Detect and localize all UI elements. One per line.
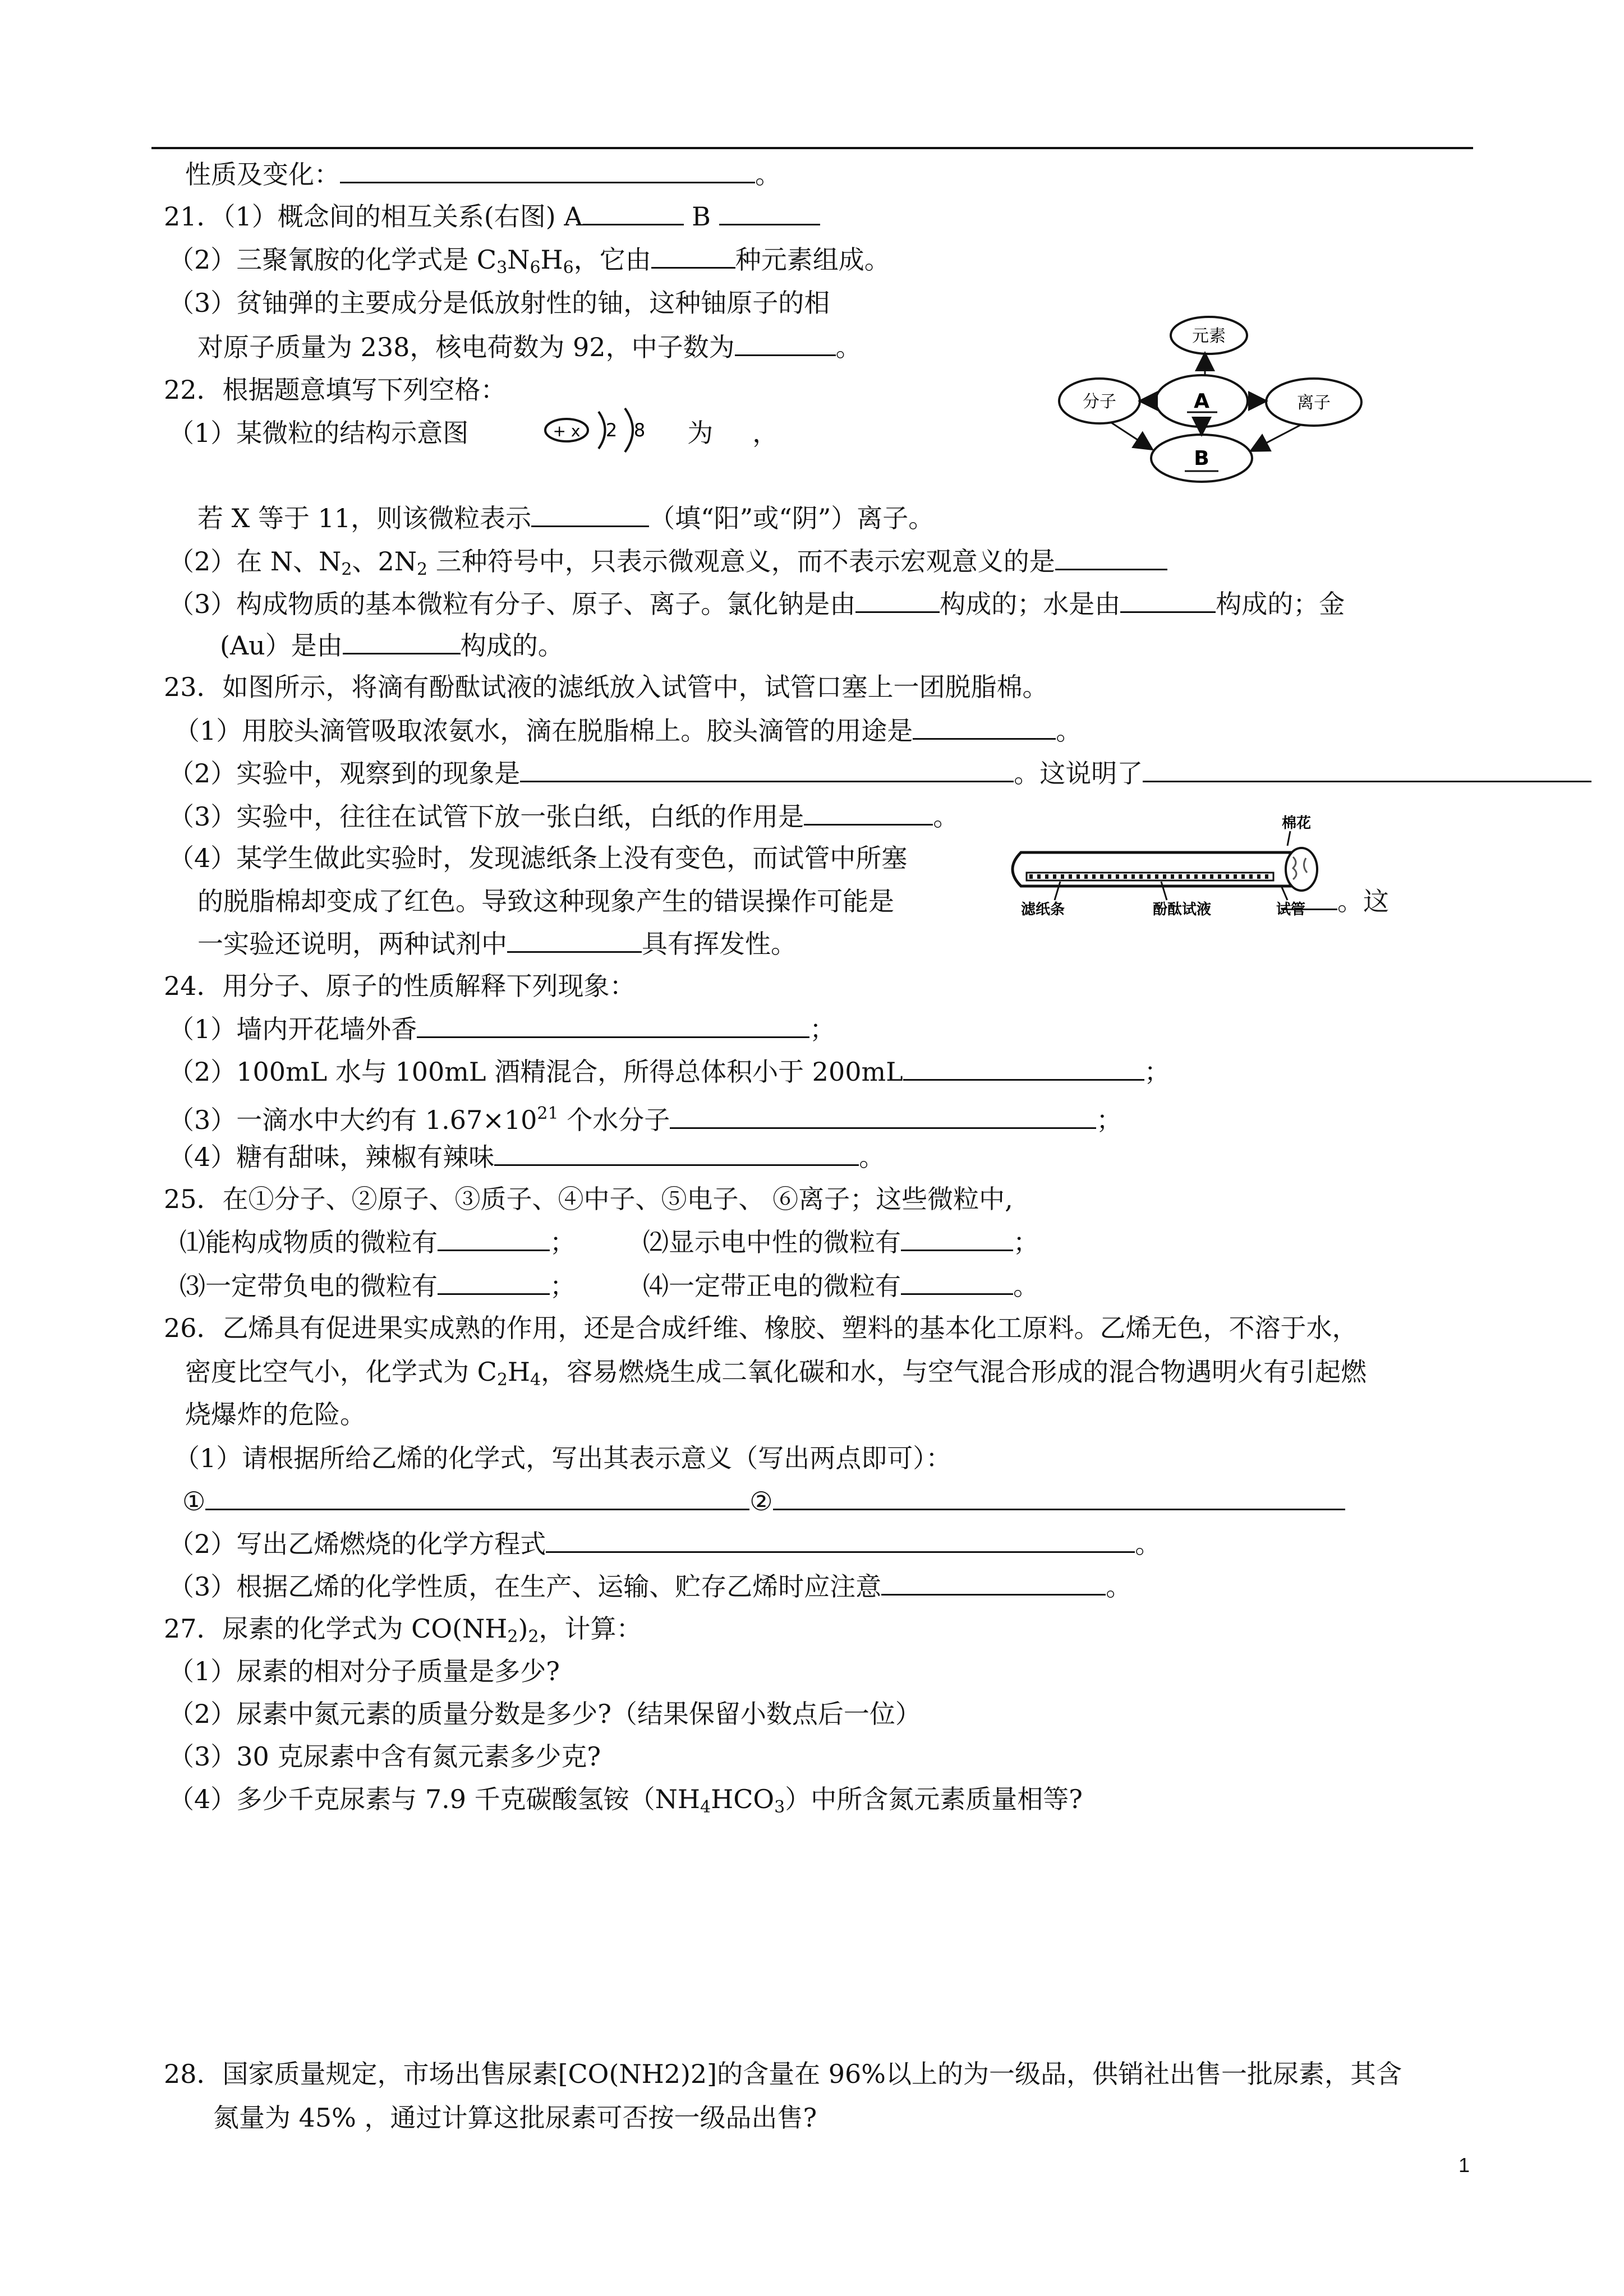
q22-line-1: 22．根据题意填写下列空格：	[164, 375, 507, 405]
concept-diagram	[1055, 311, 1492, 485]
q25-line-2: ⑴能构成物质的微粒有 ； ⑵显示电中性的微粒有 ；	[180, 1225, 1039, 1259]
q22-line-5: （3）构成物质的基本微粒有分子、原子、离子。氯化钠是由 构成的；水是由 构成的；金	[168, 587, 1345, 621]
q22-line-6: (Au）是由 构成的。	[220, 628, 564, 662]
q26-line-6: （2）写出乙烯燃烧的化学方程式 。	[168, 1527, 1161, 1561]
q26-line-5: ① ②	[182, 1484, 1345, 1518]
q28-line-1: 28．国家质量规定，市场出售尿素[CO(NH2)2]的含量在 96%以上的为一级品，供销社出售一批尿素，其含	[164, 2059, 1402, 2089]
q23-line-5: （4）某学生做此实验时，发现滤纸条上没有变色，而试管中所塞	[168, 843, 908, 873]
q23-line-6: 的脱脂棉却变成了红色。导致这种现象产生的错误操作可能是 。这	[197, 884, 1389, 918]
q23-line-3: （2）实验中，观察到的现象是 。这说明了	[168, 756, 1591, 790]
q26-line-1: 26．乙烯具有促进果实成熟的作用，还是合成纤维、橡胶、塑料的基本化工原料。乙烯无色，不溶于水，	[164, 1313, 1358, 1343]
atom-structure-diagram	[540, 405, 674, 455]
q25-line-3: ⑶一定带负电的微粒有 ； ⑷一定带正电的微粒有 。	[180, 1269, 1039, 1303]
q28-line-2: 氮量为 45% ，通过计算这批尿素可否按一级品出售?	[213, 2103, 817, 2133]
shell-1-electrons: 2	[605, 419, 618, 441]
q26-line-3: 烧爆炸的危险。	[185, 1399, 366, 1430]
q23-line-1: 23．如图所示，将滴有酚酞试液的滤纸放入试管中，试管口塞上一团脱脂棉。	[164, 672, 1048, 702]
node-element-label: 元素	[1192, 326, 1226, 346]
node-a-label: A	[1194, 390, 1209, 413]
q20-line: 性质及变化： 。	[185, 157, 781, 191]
q27-line-4: （3）30 克尿素中含有氮元素多少克?	[168, 1741, 601, 1772]
header-rule	[151, 147, 1473, 149]
shell-2-electrons: 8	[633, 419, 646, 441]
page-number: 1	[1459, 2154, 1470, 2177]
q21-line-1: 21．（1）概念间的相互关系(右图) A B	[164, 199, 820, 233]
q22-line-3: 若 X 等于 11，则该微粒表示 （填“阳”或“阴”）离子。	[197, 501, 934, 535]
q27-line-1: 27．尿素的化学式为 $CO(NH_2)_2$，计算：	[164, 1613, 642, 1647]
q21-line-3: （3）贫铀弹的主要成分是低放射性的铀，这种铀原子的相	[168, 288, 830, 318]
tube-label: 试管	[1276, 901, 1306, 918]
q27-line-3: （2）尿素中氮元素的质量分数是多少?（结果保留小数点后一位）	[168, 1699, 921, 1729]
q23-line-4: （3）实验中，往往在试管下放一张白纸，白纸的作用是 。	[168, 799, 959, 833]
q22-line-2: （1）某微粒的结构示意图 为 ，	[168, 418, 779, 448]
q27-line-5: （4）多少千克尿素与 7.9 千克碳酸氢铵$(NH_4HCO_3)$中所含氮元素质量相等?	[168, 1784, 1083, 1817]
q23-line-2: （1）用胶头滴管吸取浓氨水，滴在脱脂棉上。胶头滴管的用途是 。	[174, 713, 1082, 748]
q24-line-4: （3）一滴水中大约有 $1.67\times 10^{21}$ 个水分子 ；	[168, 1104, 1122, 1135]
q21-line-4: 对原子质量为 238，核电荷数为 92，中子数为 。	[197, 330, 862, 364]
q24-line-3: （2）100mL 水与 100mL 酒精混合，所得总体积小于 200mL ；	[168, 1054, 1170, 1089]
q24-line-5: （4）糖有甜味，辣椒有辣味 。	[168, 1140, 885, 1174]
q24-line-2: （1）墙内开花墙外香 ；	[168, 1012, 835, 1046]
cotton-label: 棉花	[1282, 815, 1312, 832]
q21-line-2: （2）三聚氰胺的化学式是 $C_3N_6H_6$，它由 种元素组成。	[168, 242, 890, 285]
q27-line-2: （1）尿素的相对分子质量是多少?	[168, 1656, 560, 1686]
test-tube-diagram	[999, 808, 1346, 931]
nucleus-label: + x	[553, 422, 581, 440]
q24-line-1: 24．用分子、原子的性质解释下列现象：	[164, 971, 636, 1001]
node-molecule-label: 分子	[1083, 392, 1116, 412]
reagent-label: 酚酞试液	[1153, 901, 1212, 918]
q23-line-7: 一实验还说明，两种试剂中 具有挥发性。	[197, 926, 797, 961]
q26-line-4: （1）请根据所给乙烯的化学式，写出其表示意义（写出两点即可）：	[174, 1443, 952, 1473]
node-b-label: B	[1194, 447, 1209, 470]
q26-line-7: （3）根据乙烯的化学性质，在生产、运输、贮存乙烯时应注意 。	[168, 1569, 1131, 1603]
q26-line-2: 密度比空气小，化学式为 $C_2H_4$，容易燃烧生成二氧化碳和水，与空气混合形成的混合物遇明火有引起燃	[185, 1357, 1367, 1390]
q25-line-1: 25．在①分子、②原子、③质子、④中子、⑤电子、 ⑥离子；这些微粒中,	[164, 1184, 1013, 1214]
cotton-plug	[1286, 848, 1317, 891]
node-ion-label: 离子	[1297, 393, 1331, 413]
q22-line-4: （2）在 N、$N_2$、$2N_2$ 三种符号中，只表示微观意义，而不表示宏观意义的是	[168, 544, 1167, 587]
strip-label: 滤纸条	[1021, 901, 1065, 918]
